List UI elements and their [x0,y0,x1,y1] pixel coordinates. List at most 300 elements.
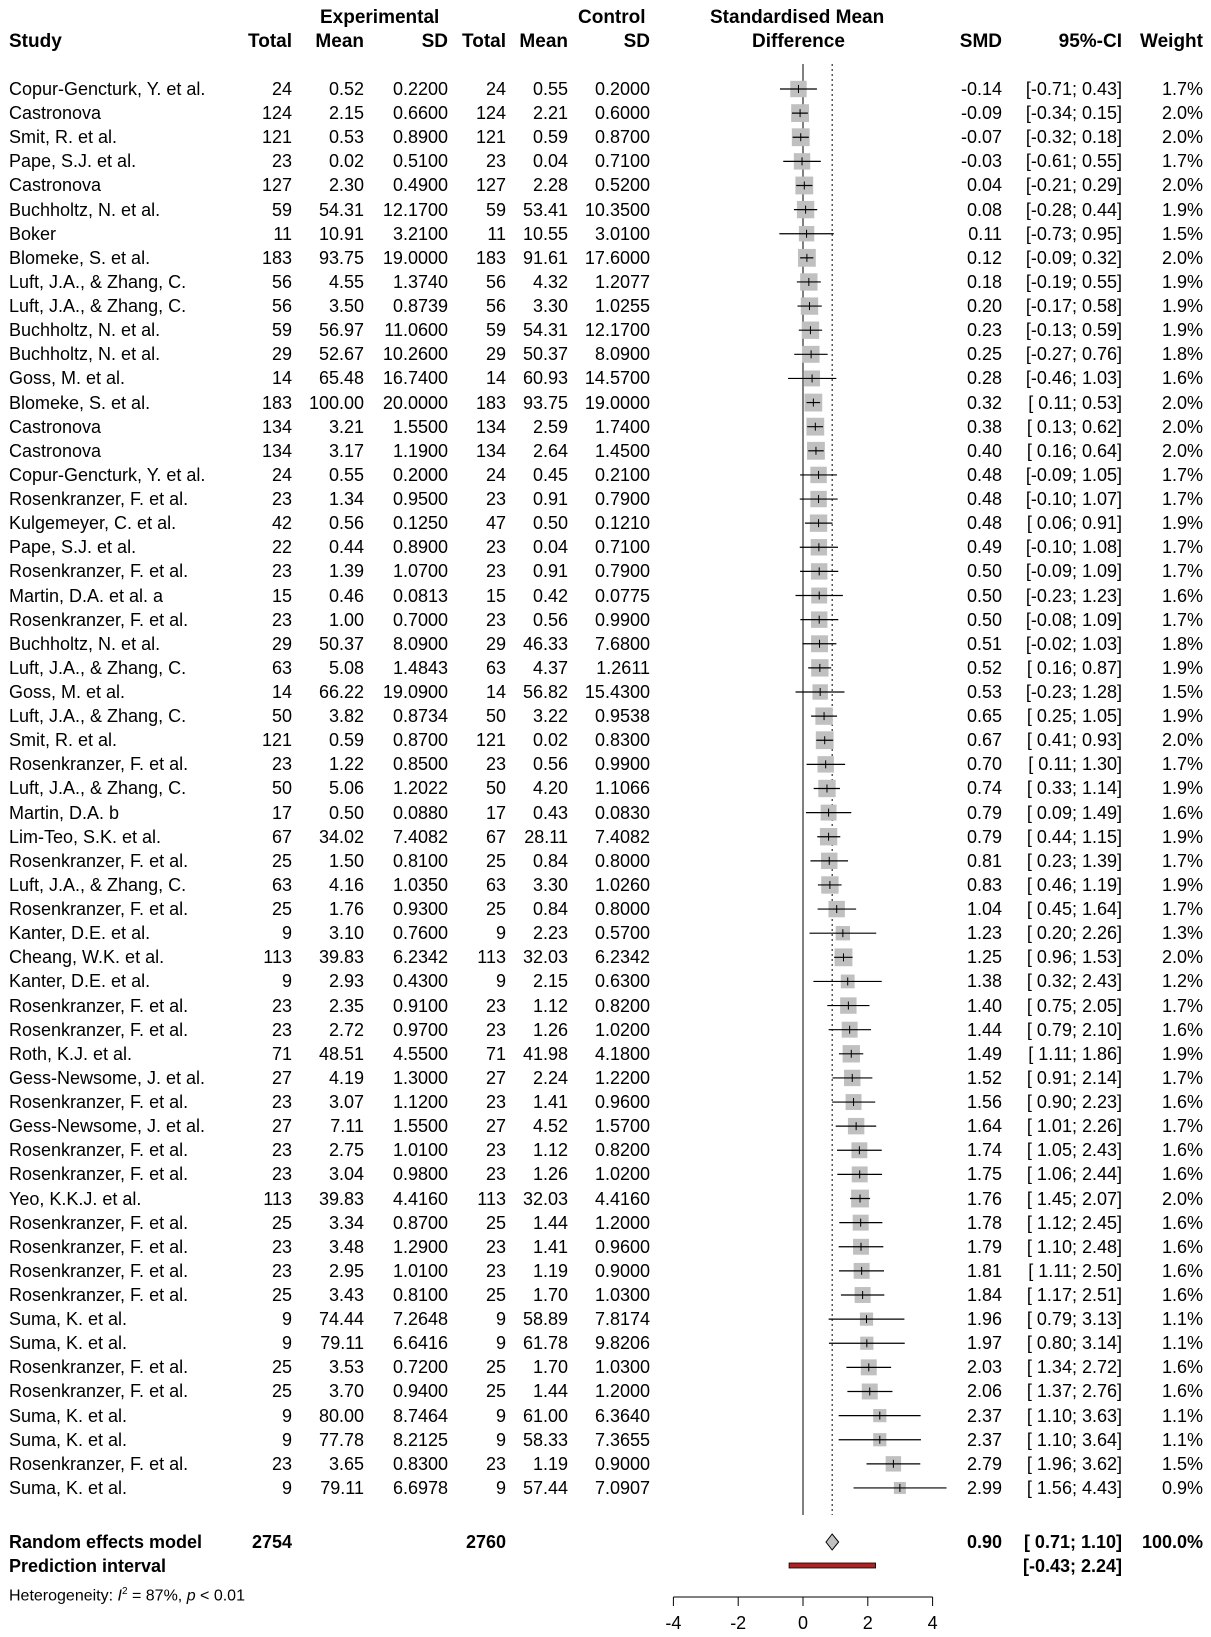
smd-value: 0.70 [966,754,1002,775]
ctl-mean: 28.11 [524,826,568,847]
weight-value: 1.7% [1161,464,1203,485]
ci-value: [ 1.05; 2.43] [1026,1140,1122,1161]
smd-value: 0.48 [966,513,1002,534]
ctl-mean: 2.59 [532,416,568,437]
ctl-total: 25 [485,1381,506,1402]
exp-sd: 19.0900 [382,682,448,702]
study-name: Buchholtz, N. et al. [9,199,161,220]
ctl-total: 134 [475,416,506,437]
x-tick-label: 0 [797,1613,809,1633]
ctl-total: 63 [485,874,506,895]
ctl-mean: 4.52 [532,1116,568,1137]
study-name: Rosenkranzer, F. et al. [9,1236,189,1257]
weight-value: 1.9% [1161,826,1203,847]
ci-value: [ 0.11; 0.53] [1028,392,1122,413]
ctl-sd: 6.3640 [594,1405,650,1426]
ctl-mean: 53.41 [522,199,568,220]
ci-value: [ 0.16; 0.64] [1026,440,1122,461]
random-effects-label: Random effects model [9,1532,203,1552]
weight-value: 1.8% [1161,633,1203,654]
exp-total: 25 [271,1285,292,1305]
ci-value: [-0.61; 0.55] [1025,151,1122,172]
study-name: Kanter, D.E. et al. [9,971,151,992]
study-name: Smit, R. et al. [9,127,118,148]
exp-sd: 0.6600 [392,103,448,124]
ci-value: [-0.02; 1.03] [1025,633,1122,654]
exp-sd: 0.9400 [392,1381,448,1402]
exp-total: 17 [271,802,292,823]
weight-value: 1.6% [1161,368,1203,389]
ctl-total: 11 [487,223,506,244]
smd-title-line2: Difference [752,31,845,52]
control-header: Control [578,7,646,28]
exp-mean: 3.50 [328,296,364,317]
heterogeneity-text: Heterogeneity: $I^2 = 87\%$, p < 0.01 [9,1586,245,1605]
ctl-mean: 2.64 [532,440,568,461]
exp-mean: 39.83 [318,947,364,968]
ctl-total: 127 [475,175,506,196]
ci-value: [ 0.75; 2.05] [1026,995,1122,1016]
smd-value: 1.64 [966,1116,1002,1137]
ci-value: [ 0.44; 1.15] [1026,826,1122,847]
exp-sd: 6.6416 [392,1333,448,1354]
ctl-sd: 4.1800 [594,1043,650,1064]
exp-sd: 0.8900 [392,537,448,558]
ctl-total: 59 [485,320,506,341]
exp-mean: 80.00 [318,1405,364,1426]
ctl-sd: 0.8000 [594,850,650,871]
ctl-mean: 4.37 [532,657,568,678]
exp-total: 29 [271,344,292,365]
ctl-mean: 2.21 [532,103,568,124]
weight-value: 1.7% [1161,537,1203,558]
ctl-mean: 1.44 [532,1381,568,1402]
study-name: Suma, K. et al. [9,1309,128,1330]
exp-sd: 1.0350 [392,874,448,895]
ci-value: [ 1.37; 2.76] [1026,1381,1122,1402]
ctl-total: 121 [475,127,506,148]
exp-sd: 10.2600 [382,344,448,365]
exp-total: 23 [271,151,292,172]
exp-sd: 6.2342 [392,947,448,968]
exp-mean: 2.30 [328,175,364,196]
ctl-sd: 1.0300 [594,1285,650,1305]
ctl-total: 23 [485,1260,506,1281]
ctl-total: 23 [485,1164,506,1185]
x-tick-label: 2 [862,1613,873,1633]
ci-value: [ 1.56; 4.43] [1026,1477,1122,1498]
study-name: Martin, D.A. b [9,802,120,823]
exp-total: 59 [271,199,292,220]
exp-total: 50 [271,778,292,799]
exp-mean: 52.67 [318,344,364,365]
exp-total: 134 [261,440,292,461]
exp-sd: 1.1200 [392,1092,448,1113]
study-name: Pape, S.J. et al. [9,537,137,558]
ctl-mean: 1.26 [532,1164,568,1185]
study-name: Rosenkranzer, F. et al. [9,1212,189,1233]
ctl-mean: 2.24 [532,1067,568,1088]
ci-value: [ 1.17; 2.51] [1026,1285,1122,1305]
ctl-mean: 1.19 [532,1260,568,1281]
ctl-mean: 1.19 [532,1453,568,1474]
exp-total: 22 [271,537,292,558]
study-name: Blomeke, S. et al. [9,247,151,268]
ctl-mean: 3.22 [532,706,568,727]
smd-value: 1.23 [966,923,1002,944]
ctl-total: 50 [485,706,506,727]
exp-mean: 2.72 [328,1019,364,1040]
smd-value: 0.83 [966,874,1002,895]
exp-total: 11 [273,223,292,244]
exp-total: 183 [261,247,292,268]
ctl-sd: 1.2000 [594,1212,650,1233]
exp-sd: 7.4082 [392,826,448,847]
ctl-total: 23 [485,1019,506,1040]
weight-value: 1.9% [1161,1043,1203,1064]
weight-value: 1.6% [1161,1164,1203,1185]
exp-total-header: Total [248,31,292,52]
smd-value: 0.20 [966,296,1002,317]
smd-value: 1.84 [966,1285,1002,1305]
ctl-mean: 1.41 [532,1092,568,1113]
ctl-mean: 0.84 [532,850,568,871]
ctl-sd: 1.0260 [594,874,650,895]
exp-mean: 3.07 [328,1092,364,1113]
smd-value: 0.11 [968,223,1002,244]
ctl-total: 23 [485,1236,506,1257]
random-effects-smd: 0.90 [966,1532,1002,1552]
ctl-mean: 58.89 [522,1309,568,1330]
prediction-interval-bar [789,1563,876,1568]
ctl-mean: 0.42 [532,585,568,606]
smd-value: 1.38 [966,971,1002,992]
ci-value: [-0.46; 1.03] [1025,368,1122,389]
smd-value: 1.81 [966,1260,1002,1281]
ctl-total: 23 [485,151,506,172]
ctl-total: 9 [495,1405,506,1426]
smd-value: 0.40 [966,440,1002,461]
ci-value: [ 0.33; 1.14] [1026,778,1122,799]
ctl-sd: 8.0900 [594,344,650,365]
ctl-mean: 60.93 [522,368,568,389]
ctl-total: 25 [485,1212,506,1233]
exp-total: 113 [263,1188,292,1209]
study-name: Smit, R. et al. [9,730,118,751]
study-name: Copur-Gencturk, Y. et al. [9,464,206,485]
ctl-total: 183 [475,247,506,268]
ctl-mean: 32.03 [522,947,568,968]
study-name: Goss, M. et al. [9,368,126,389]
ctl-sd: 1.4500 [594,440,650,461]
smd-value: 1.56 [966,1092,1002,1113]
study-name: Rosenkranzer, F. et al. [9,561,189,582]
ctl-mean: 32.03 [522,1188,568,1209]
ctl-mean: 41.98 [522,1043,568,1064]
ctl-total: 9 [495,1477,506,1498]
exp-sd: 1.4843 [392,657,448,678]
smd-value: -0.07 [960,127,1002,148]
exp-mean: 3.10 [328,923,364,944]
exp-mean: 1.22 [328,754,364,775]
exp-total: 67 [271,826,292,847]
study-name: Luft, J.A., & Zhang, C. [9,296,187,317]
ctl-total: 67 [485,826,506,847]
study-name: Rosenkranzer, F. et al. [9,489,189,510]
study-name: Suma, K. et al. [9,1405,128,1426]
ctl-mean: 10.55 [522,223,568,244]
ctl-total: 17 [485,802,506,823]
ci-value: [ 0.79; 2.10] [1026,1019,1122,1040]
exp-sd: 0.4300 [392,971,448,992]
exp-mean: 1.00 [328,609,364,630]
ctl-mean: 4.20 [532,778,568,799]
study-name: Boker [9,223,57,244]
study-name: Luft, J.A., & Zhang, C. [9,874,187,895]
exp-total: 9 [281,1477,292,1498]
ctl-total: 15 [485,585,506,606]
ci-value: [-0.09; 0.32] [1025,247,1122,268]
exp-mean: 2.95 [328,1260,364,1281]
ci-value: [-0.08; 1.09] [1025,609,1122,630]
exp-mean: 66.22 [318,682,364,702]
ctl-sd: 0.0830 [594,802,650,823]
exp-total: 25 [271,850,292,871]
weight-value: 1.7% [1161,899,1203,920]
study-name: Castronova [9,175,102,196]
exp-sd: 4.5500 [392,1043,448,1064]
ctl-mean: 4.32 [532,271,568,292]
exp-sd: 1.0700 [392,561,448,582]
ctl-total: 183 [475,392,506,413]
ctl-sd: 0.5700 [594,923,650,944]
weight-value: 1.6% [1161,1092,1203,1113]
exp-mean: 3.48 [328,1236,364,1257]
weight-value: 1.6% [1161,1285,1203,1305]
smd-value: 1.76 [966,1188,1002,1209]
exp-mean: 65.48 [318,368,364,389]
weight-value: 2.0% [1161,416,1203,437]
ctl-sd: 0.7100 [594,537,650,558]
exp-mean: 0.44 [328,537,364,558]
ci-value: [-0.23; 1.23] [1025,585,1122,606]
smd-value: 2.37 [966,1405,1002,1426]
exp-mean: 5.08 [328,657,364,678]
exp-sd: 0.8300 [392,1453,448,1474]
ctl-total: 23 [485,489,506,510]
ctl-mean: 1.70 [532,1285,568,1305]
weight-value: 1.8% [1161,344,1203,365]
ci-value: [ 1.10; 3.64] [1026,1429,1122,1450]
exp-sd: 11.0600 [384,320,448,341]
exp-mean: 10.91 [318,223,364,244]
ctl-sd: 14.5700 [584,368,650,389]
study-name: Luft, J.A., & Zhang, C. [9,778,187,799]
exp-sd: 0.0880 [392,802,448,823]
exp-sd: 0.9300 [392,899,448,920]
exp-sd: 0.8900 [392,127,448,148]
weight-value: 1.7% [1161,1067,1203,1088]
ctl-mean: 1.44 [532,1212,568,1233]
ctl-total: 23 [485,995,506,1016]
ci-value: [-0.09; 1.09] [1025,561,1122,582]
exp-total: 23 [271,1236,292,1257]
ci-value: [-0.10; 1.08] [1025,537,1122,558]
ctl-total: 59 [485,199,506,220]
ctl-sd: 0.2100 [594,464,650,485]
exp-total: 9 [281,1405,292,1426]
ctl-sd: 19.0000 [584,392,650,413]
ctl-mean: 0.84 [532,899,568,920]
ctl-sd: 10.3500 [584,199,650,220]
ci-value: [ 0.32; 2.43] [1026,971,1122,992]
ci-value: [ 1.34; 2.72] [1026,1357,1122,1378]
exp-total: 9 [281,1309,292,1330]
ci-value: [ 0.45; 1.64] [1026,899,1122,920]
smd-value: -0.14 [960,79,1002,99]
exp-total: 56 [271,296,292,317]
exp-mean: 93.75 [318,247,364,268]
ci-value: [ 1.11; 1.86] [1028,1043,1122,1064]
exp-total: 23 [271,609,292,630]
exp-mean: 34.02 [318,826,364,847]
ctl-mean: 54.31 [522,320,568,341]
exp-total: 59 [271,320,292,341]
study-name: Pape, S.J. et al. [9,151,137,172]
weight-value: 1.9% [1161,706,1203,727]
ctl-sd: 3.0100 [594,223,650,244]
exp-total: 23 [271,1140,292,1161]
weight-value: 1.6% [1161,1019,1203,1040]
smd-value: 0.74 [966,778,1002,799]
smd-value: 0.32 [966,392,1002,413]
smd-title-line1: Standardised Mean [710,7,885,28]
ctl-sd: 12.1700 [584,320,650,341]
smd-value: 0.23 [966,320,1002,341]
ci-value: [ 0.41; 0.93] [1026,730,1122,751]
ctl-mean: 2.15 [532,971,568,992]
smd-value: 1.04 [966,899,1002,920]
ctl-total: 14 [485,682,506,702]
exp-mean: 3.17 [328,440,364,461]
exp-sd: 6.6978 [392,1477,448,1498]
smd-value: 0.79 [966,802,1002,823]
ctl-sd: 1.0255 [594,296,650,317]
weight-value: 1.9% [1161,320,1203,341]
ci-value: [ 0.09; 1.49] [1026,802,1122,823]
ctl-mean: 0.04 [532,151,568,172]
exp-sd: 0.9800 [392,1164,448,1185]
exp-total: 113 [263,947,292,968]
smd-value: 2.03 [966,1357,1002,1378]
ctl-total: 14 [485,368,506,389]
ctl-sd: 0.1210 [594,513,650,534]
study-name: Goss, M. et al. [9,682,126,702]
exp-sd: 7.2648 [392,1309,448,1330]
study-column-header: Study [9,31,62,52]
smd-value: 0.52 [966,657,1002,678]
prediction-interval-label: Prediction interval [9,1556,167,1576]
weight-value: 1.6% [1161,585,1203,606]
study-name: Rosenkranzer, F. et al. [9,899,189,920]
ctl-total: 9 [495,923,506,944]
weight-value: 1.7% [1161,995,1203,1016]
exp-sd: 0.8700 [392,730,448,751]
study-name: Buchholtz, N. et al. [9,344,161,365]
smd-value: 1.78 [966,1212,1002,1233]
ctl-total: 56 [485,296,506,317]
exp-total: 183 [261,392,292,413]
ctl-mean: 56.82 [522,682,568,702]
exp-mean: 77.78 [318,1429,364,1450]
ctl-sd: 9.8206 [594,1333,650,1354]
weight-value: 1.1% [1161,1405,1203,1426]
ctl-sd: 1.7400 [594,416,650,437]
exp-sd: 0.4900 [392,175,448,196]
ci-value: [-0.71; 0.43] [1025,79,1122,99]
weight-value: 2.0% [1161,127,1203,148]
ctl-total: 23 [485,1140,506,1161]
ctl-sd: 0.8300 [594,730,650,751]
weight-value: 1.5% [1161,682,1203,702]
ci-value: [ 1.96; 3.62] [1026,1453,1122,1474]
ci-value: [ 1.10; 3.63] [1026,1405,1122,1426]
ctl-sd: 0.8000 [594,899,650,920]
exp-mean: 4.55 [328,271,364,292]
exp-sd: 8.7464 [392,1405,448,1426]
exp-mean: 1.76 [328,899,364,920]
smd-value: -0.09 [960,103,1002,124]
study-name: Rosenkranzer, F. et al. [9,1381,189,1402]
study-name: Luft, J.A., & Zhang, C. [9,657,187,678]
ci-value: [ 0.06; 0.91] [1026,513,1122,534]
ctl-sd: 0.6300 [594,971,650,992]
weight-value: 0.9% [1161,1477,1203,1498]
study-name: Rosenkranzer, F. et al. [9,1140,189,1161]
exp-mean: 0.56 [328,513,364,534]
exp-sd: 0.8734 [392,706,448,727]
weight-value: 1.7% [1161,609,1203,630]
exp-mean: 1.34 [328,489,364,510]
smd-value: 1.49 [966,1043,1002,1064]
exp-sd: 1.2900 [392,1236,448,1257]
ctl-sd: 0.0775 [594,585,650,606]
exp-sd-header: SD [421,31,448,52]
exp-total: 56 [271,271,292,292]
weight-value: 1.7% [1161,79,1203,99]
ci-value: [ 0.13; 0.62] [1026,416,1122,437]
smd-value: 0.04 [966,175,1002,196]
ctl-total: 23 [485,561,506,582]
exp-sd: 0.9700 [392,1019,448,1040]
ctl-sd: 0.2000 [594,79,650,99]
study-name: Buchholtz, N. et al. [9,633,161,654]
ctl-total-header: Total [462,31,506,52]
ci-value: [ 0.90; 2.23] [1026,1092,1122,1113]
ctl-total: 23 [485,609,506,630]
ctl-sd: 0.9600 [594,1236,650,1257]
ci-value: [-0.19; 0.55] [1025,271,1122,292]
exp-mean: 79.11 [320,1477,364,1498]
exp-mean: 74.44 [318,1309,364,1330]
study-name: Rosenkranzer, F. et al. [9,1453,189,1474]
smd-value: 0.48 [966,489,1002,510]
weight-value: 1.7% [1161,151,1203,172]
ci-value: [ 0.11; 1.30] [1028,754,1122,775]
exp-total: 63 [271,874,292,895]
smd-value: 0.18 [966,271,1002,292]
ctl-mean: 1.26 [532,1019,568,1040]
